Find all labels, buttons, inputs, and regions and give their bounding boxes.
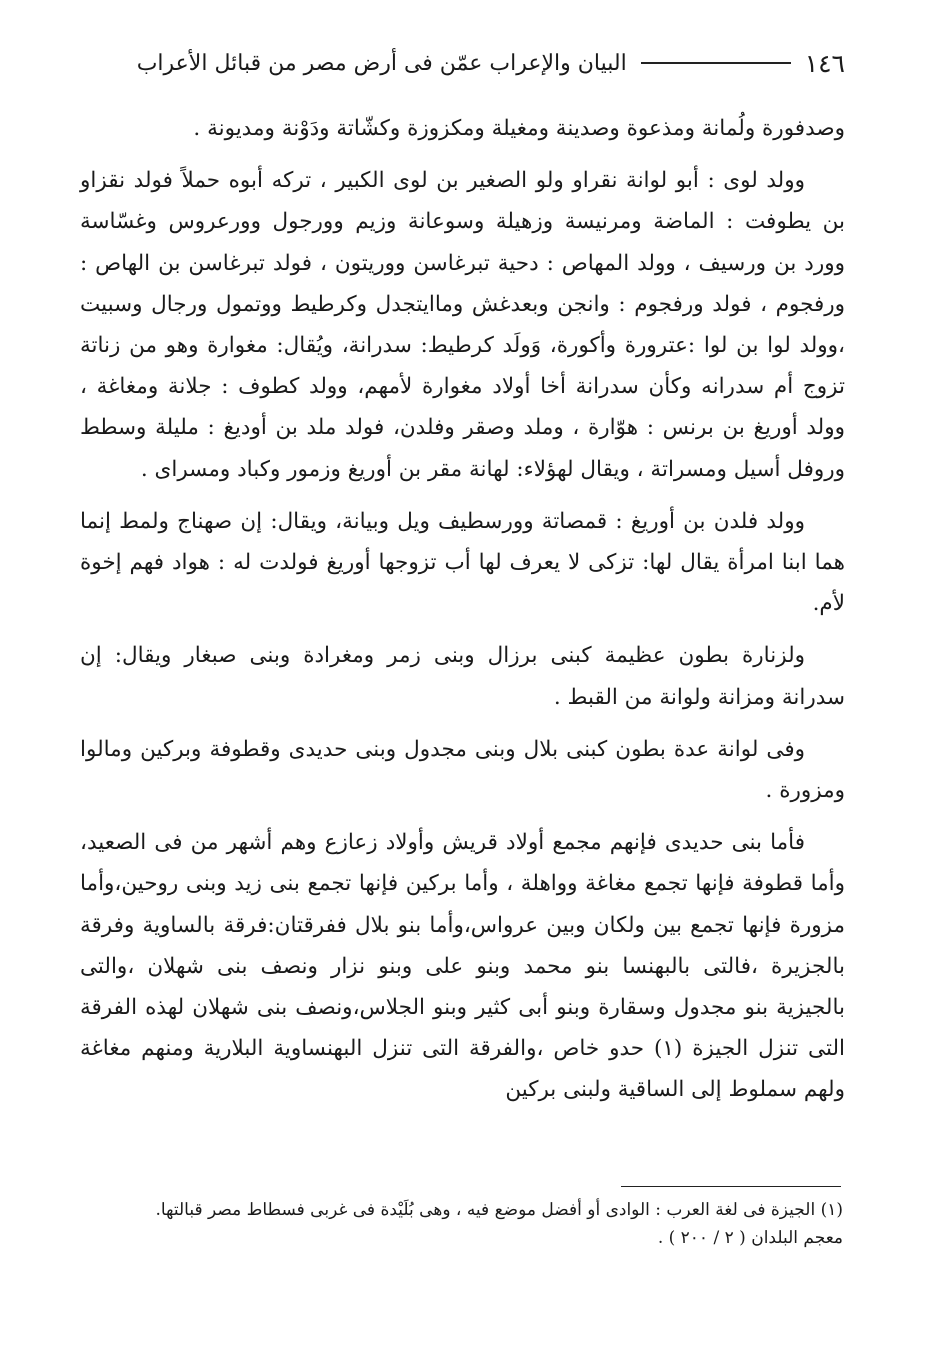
footnote bbox=[80, 1196, 843, 1252]
paragraph-6: فأما بنى حديدى فإنهم مجمع أولاد قريش وأولاد زعازع وهم أشهر من فى الصعيد، وأما قطوفة فإنها تجمع مغاغة وواهلة ، وأما بركين فإنها تجمع بنى زيد وبنى روحين،وأما مزورة فإنها تجمع بين ولكان وبين عرواس،وأما بنو بلال ففرقتان:فرقة بالساوية وفرقة بالجزيرة ،فالتى بالبهنسا بنو محمد وبنو على وبنو نزار ونصف بنى شهلان ،والتى بالجيزية بنو مجدول وسقارة وبنو أبى كثير وبنو الجلاس،ونصف بنى شهلان لهذه الفرقة التى تنزل الجيزة (١) حدو خاص ،والفرقة التى تنزل البهنساوية البلارية ومنهم مغاغة ولهم سملوط إلى الساقية ولبنى بركين bbox=[80, 830, 845, 1103]
paragraph-4: ولزنارة بطون عظيمة كبنى برزال وبنى زمر ومغرادة وبنى صبغار ويقال: إن سدرانة ومزانة ولوانة من القبط . bbox=[80, 643, 845, 710]
main-text bbox=[80, 108, 845, 1122]
footnote-line-2: معجم البلدان ( ٢ / ٢٠٠ ) . bbox=[657, 1228, 843, 1248]
page-header bbox=[80, 40, 845, 86]
footnote-rule bbox=[621, 1186, 841, 1187]
paragraph-2: وولد لوى : أبو لوانة نقراو ولو الصغير بن لوى الكبير ، تركه أبوه حملاً فولد نقزاو بن يطوفت : الماضة ومرنيسة وزهيلة وسوعانة وزيم وورجول وورعروس وغسّاسة وورد بن ورسيف ، وولد المهاص : دحية تبرغاسن ووريتون ، فولد تبرغاسن بن الهاص : ورفجوم ، فولد ورفجوم : وانجن وبعدغش وماايتجدل وكرطيط ووتمول ورجال وسبيت ،وولد لوا بن لوا :عترورة وأكورة، وَولَد كرطيط: سدرانة، ويُقال: مغوارة وهو من زناتة تزوج أم سدرانه وكأن سدرانة أخا أولاد مغوارة لأمهم، وولد كطوف : جلانة ومغاغة ، وولد أوريغ بن برنس : هوّارة ، وملد وصقر وفلدن، فولد ملد بن أوديغ : مليلة وسطط وروفل أسيل ومسراتة ، ويقال لهؤلاء: لهانة مقر بن أوريغ وزمور وكباد ومسراى . bbox=[80, 168, 845, 482]
header-rule bbox=[641, 62, 791, 64]
footnote-line-1: (١) الجيزة فى لغة العرب : الوادى أو أفضل موضع فيه ، وهى بُلَيْدة فى غربى فسطاط مصر قبالتها. bbox=[155, 1200, 843, 1220]
page-number: ١٤٦ bbox=[804, 48, 845, 78]
running-title: البيان والإعراب عمّن فى أرض مصر من قبائل الأعراب bbox=[136, 50, 627, 76]
paragraph-3: وولد فلدن بن أوريغ : قمصاتة وورسطيف ويل وبيانة، ويقال: إن صهناج ولمط إنما هما ابنا امرأة يقال لها: تزكى لا يعرف لها أب تزوجها أوريغ فولدت له : هواد فهم إخوة لأم. bbox=[80, 508, 845, 617]
paragraph-5: وفى لوانة عدة بطون كبنى بلال وبنى مجدول وبنى حديدى وقطوفة وبركين ومالوا ومزورة . bbox=[80, 736, 845, 804]
paragraph-1: وصدفورة ولُمانة ومذعوة وصدينة ومغيلة ومكزوزة وكشّاتة ودَوْنة ومديونة . bbox=[193, 116, 845, 141]
